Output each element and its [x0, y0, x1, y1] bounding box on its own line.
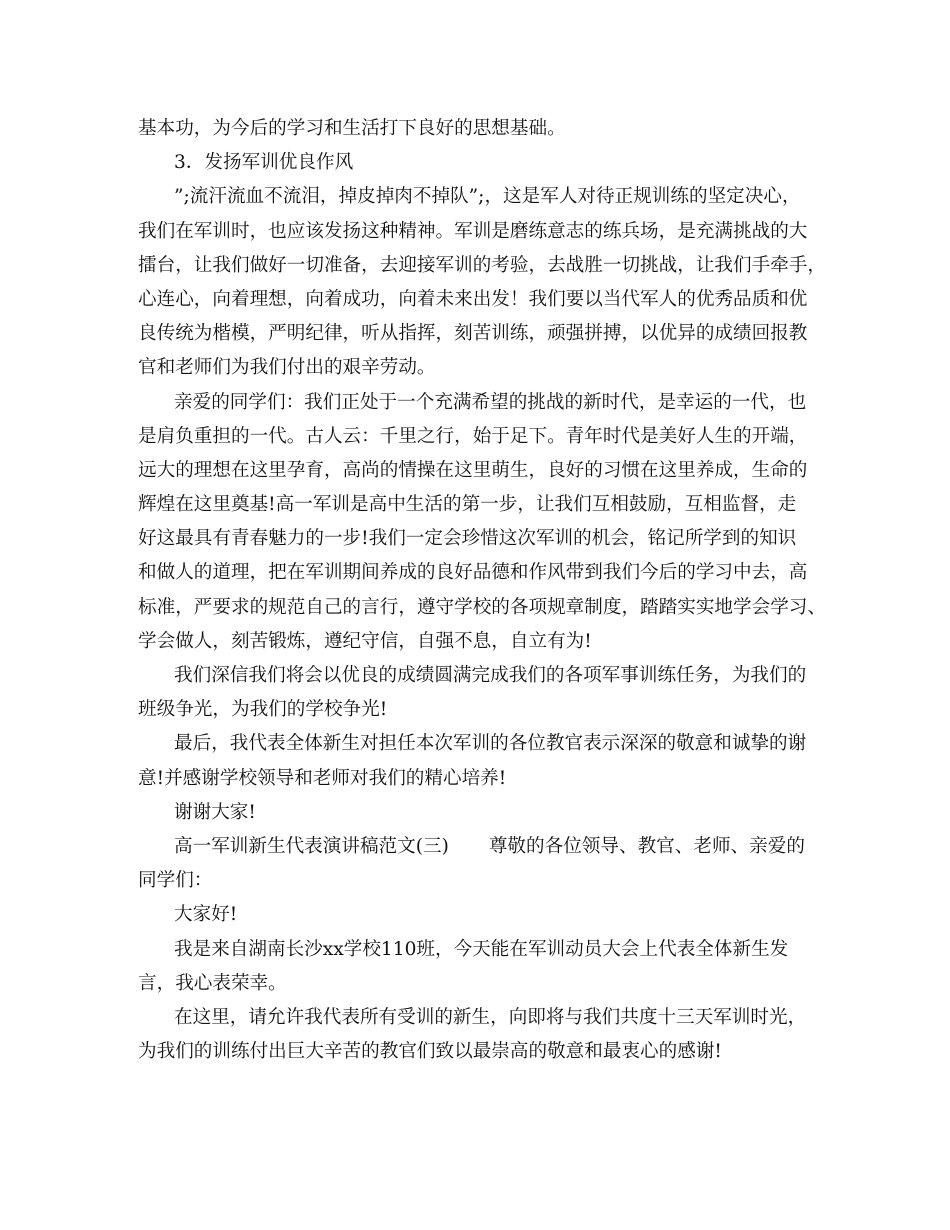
- text-line: 辉煌在这里奠基!高一军训是高中生活的第一步，让我们互相鼓励，互相监督，走: [138, 494, 797, 516]
- text-line: 最后，我代表全体新生对担任本次军训的各位教官表示深深的敬意和诚挚的谢: [174, 733, 807, 755]
- text-line: 我们在军训时，也应该发扬这种精神。军训是磨练意志的练兵场，是充满挑战的大: [138, 220, 808, 242]
- text-line: 亲爱的同学们：我们正处于一个充满希望的挑战的新时代，是幸运的一代，也: [174, 391, 807, 413]
- text-line: 擂台，让我们做好一切准备，去迎接军训的考验，去战胜一切挑战，让我们手牵手，: [138, 254, 826, 276]
- text-line: 在这里，请允许我代表所有受训的新生，向即将与我们共度十三天军训时光，: [174, 1006, 807, 1028]
- text-line: 班级争光，为我们的学校争光!: [138, 699, 388, 721]
- section-title: 高一军训新生代表演讲稿范文(三): [174, 835, 449, 857]
- text-line: 大家好!: [174, 904, 238, 926]
- section-heading-line: [138, 830, 818, 864]
- text-line: 和做人的道理，把在军训期间养成的良好品德和作风带到我们今后的学习中去，高: [138, 562, 808, 584]
- salutation: 尊敬的各位领导、教官、老师、亲爱的: [488, 835, 805, 857]
- text-line: 良传统为楷模，严明纪律，听从指挥，刻苦训练，顽强拼搏，以优异的成绩回报教: [138, 323, 808, 345]
- text-line: 言，我心表荣幸。: [138, 972, 287, 994]
- text-line: 学会做人，刻苦锻炼，遵纪守信，自强不息，自立有为!: [138, 630, 592, 652]
- document-body: [138, 112, 826, 1069]
- text-line: 官和老师们为我们付出的艰辛劳动。: [138, 357, 436, 379]
- text-line: 意!并感谢学校领导和老师对我们的精心培养!: [138, 767, 507, 789]
- text-line: 谢谢大家!: [174, 801, 256, 823]
- text-line: 好这最具有青春魅力的一步!我们一定会珍惜这次军训的机会，铭记所学到的知识: [138, 528, 797, 550]
- text-line: ”;流汗流血不流泪，掉皮掉肉不掉队”;，这是军人对待正规训练的坚定决心，: [174, 186, 801, 208]
- section-heading: 3．发扬军训优良作风: [174, 152, 354, 174]
- text-line: 我们深信我们将会以优良的成绩圆满完成我们的各项军事训练任务，为我们的: [174, 665, 807, 686]
- text-line: 我是来自湖南长沙xx学校110班，今天能在军训动员大会上代表全体新生发: [174, 938, 789, 960]
- text-line: 是肩负重担的一代。古人云：千里之行，始于足下。青年时代是美好人生的开端，: [138, 425, 808, 447]
- text-line: 基本功，为今后的学习和生活打下良好的思想基础。: [138, 118, 566, 139]
- text-line: 为我们的训练付出巨大辛苦的教官们致以最崇高的敬意和最衷心的感谢!: [138, 1041, 722, 1063]
- text-line: 标准，严要求的规范自己的言行，遵守学校的各项规章制度，踏踏实实地学会学习、: [138, 596, 826, 618]
- text-line: 心连心，向着理想，向着成功，向着未来出发！我们要以当代军人的优秀品质和优: [138, 288, 808, 310]
- text-line: 同学们：: [138, 870, 213, 892]
- text-line: 远大的理想在这里孕育，高尚的情操在这里萌生，良好的习惯在这里养成，生命的: [138, 459, 808, 481]
